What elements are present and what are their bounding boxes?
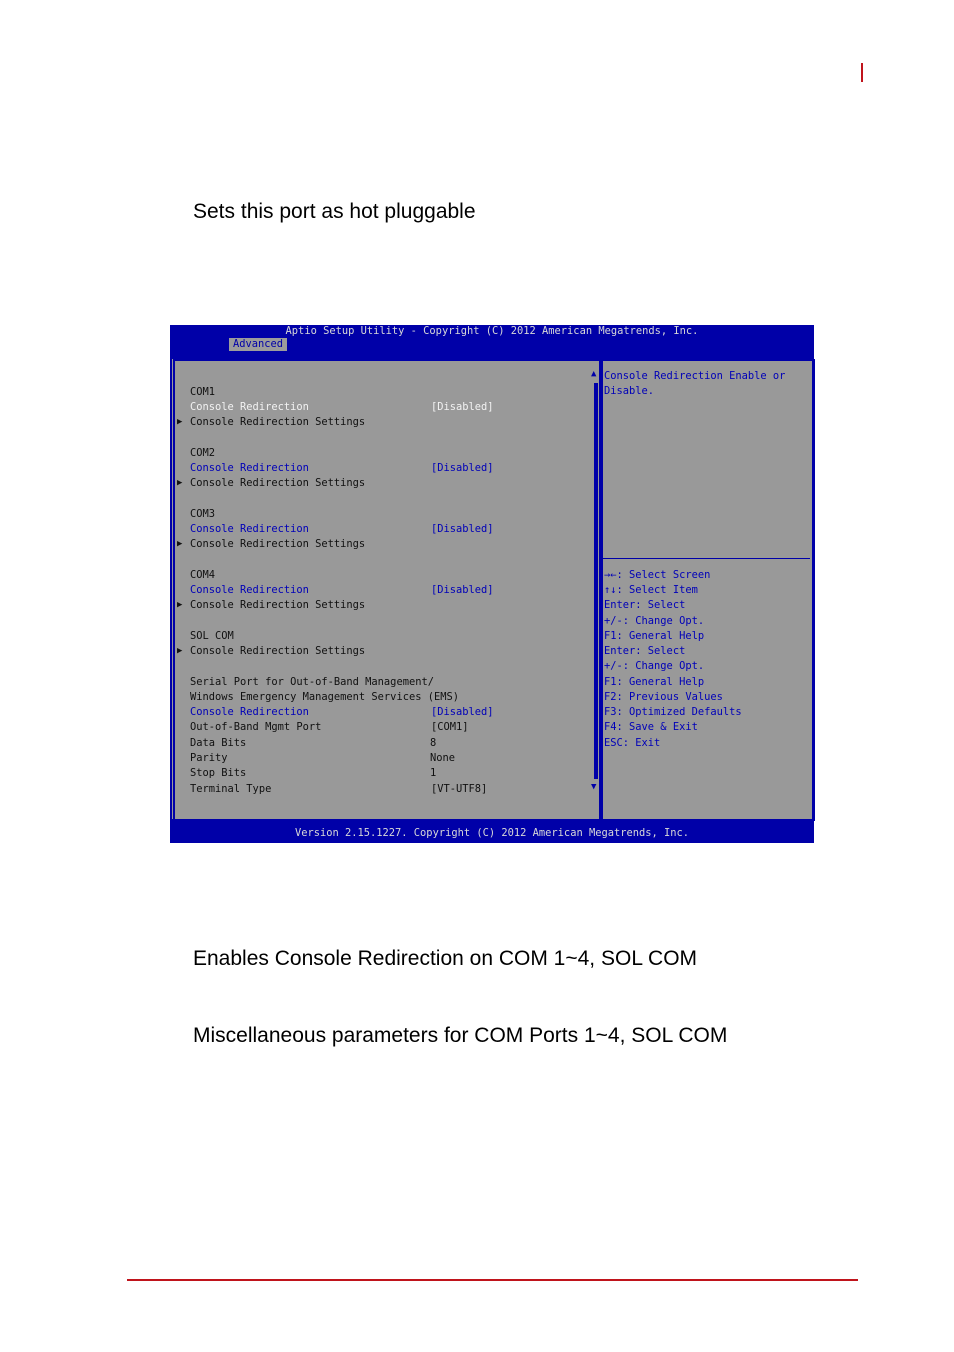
- help-text-line1: Console Redirection Enable or: [604, 370, 786, 382]
- settings-panel: [173, 359, 601, 821]
- submenu-arrow-icon: ▶: [177, 539, 183, 549]
- key-hint: Enter: Select: [604, 599, 686, 611]
- bios-body: [172, 359, 812, 819]
- com2-redirection-value[interactable]: [Disabled]: [431, 462, 494, 474]
- tab-advanced[interactable]: Advanced: [229, 338, 287, 351]
- key-hint: Enter: Select: [604, 645, 686, 657]
- help-panel: [601, 359, 815, 821]
- terminal-type-label: Terminal Type: [190, 783, 272, 795]
- oob-port-value: [COM1]: [431, 721, 469, 733]
- footer-rule: [127, 1279, 858, 1281]
- submenu-arrow-icon: ▶: [177, 646, 183, 656]
- com4-header: COM4: [190, 569, 216, 581]
- key-hint: +/-: Change Opt.: [604, 660, 705, 672]
- terminal-type-value: [VT-UTF8]: [431, 783, 488, 795]
- scrollbar[interactable]: [594, 383, 598, 779]
- scroll-down-icon[interactable]: ▼: [591, 782, 597, 792]
- key-hint: +/-: Change Opt.: [604, 615, 705, 627]
- bios-screenshot: [170, 325, 814, 843]
- key-hint: F4: Save & Exit: [604, 721, 698, 733]
- submenu-arrow-icon: ▶: [177, 600, 183, 610]
- key-hint: F1: General Help: [604, 676, 705, 688]
- com2-header: COM2: [190, 447, 216, 459]
- parity-label: Parity: [190, 752, 228, 764]
- data-bits-label: Data Bits: [190, 737, 247, 749]
- console-redirection-description: Enables Console Redirection on COM 1~4, SOL COM: [193, 947, 698, 970]
- submenu-arrow-icon: ▶: [177, 478, 183, 488]
- help-divider: [603, 558, 810, 559]
- scroll-up-icon[interactable]: ▲: [591, 369, 597, 379]
- ems-header-line2: Windows Emergency Management Services (EMS): [190, 691, 459, 703]
- com3-header: COM3: [190, 508, 216, 520]
- oob-port-label: Out-of-Band Mgmt Port: [190, 721, 322, 733]
- key-hint: F1: General Help: [604, 630, 705, 642]
- com1-redirection-label[interactable]: Console Redirection: [190, 401, 309, 413]
- com4-settings[interactable]: Console Redirection Settings: [190, 599, 366, 611]
- ems-header-line1: Serial Port for Out-of-Band Management/: [190, 676, 434, 688]
- com2-settings[interactable]: Console Redirection Settings: [190, 477, 366, 489]
- com4-redirection-label[interactable]: Console Redirection: [190, 584, 309, 596]
- submenu-arrow-icon: ▶: [177, 417, 183, 427]
- com2-redirection-label[interactable]: Console Redirection: [190, 462, 309, 474]
- misc-params-description: Miscellaneous parameters for COM Ports 1~4, SOL COM: [193, 1024, 728, 1047]
- help-text-line2: Disable.: [604, 385, 655, 397]
- key-hint: ↑↓: Select Item: [604, 584, 698, 596]
- parity-value: None: [430, 752, 456, 764]
- data-bits-value: 8: [430, 737, 437, 749]
- stop-bits-label: Stop Bits: [190, 767, 247, 779]
- key-hint: ESC: Exit: [604, 737, 661, 749]
- stop-bits-value: 1: [430, 767, 437, 779]
- com3-redirection-label[interactable]: Console Redirection: [190, 523, 309, 535]
- key-hint: F3: Optimized Defaults: [604, 706, 742, 718]
- com3-settings[interactable]: Console Redirection Settings: [190, 538, 366, 550]
- sol-com-header: SOL COM: [190, 630, 234, 642]
- bios-version: Version 2.15.1227. Copyright (C) 2012 American Megatrends, Inc.: [294, 827, 690, 839]
- bios-title: Aptio Setup Utility - Copyright (C) 2012 American Megatrends, Inc.: [285, 325, 699, 337]
- com1-header: COM1: [190, 386, 216, 398]
- ems-redirection-value[interactable]: [Disabled]: [431, 706, 494, 718]
- com3-redirection-value[interactable]: [Disabled]: [431, 523, 494, 535]
- header-marker: [861, 63, 863, 82]
- com1-settings[interactable]: Console Redirection Settings: [190, 416, 366, 428]
- com4-redirection-value[interactable]: [Disabled]: [431, 584, 494, 596]
- hot-plug-description: Sets this port as hot pluggable: [193, 200, 476, 223]
- ems-redirection-label[interactable]: Console Redirection: [190, 706, 309, 718]
- key-hint: F2: Previous Values: [604, 691, 723, 703]
- sol-com-settings[interactable]: Console Redirection Settings: [190, 645, 366, 657]
- key-hint: →←: Select Screen: [604, 569, 711, 581]
- com1-redirection-value[interactable]: [Disabled]: [431, 401, 494, 413]
